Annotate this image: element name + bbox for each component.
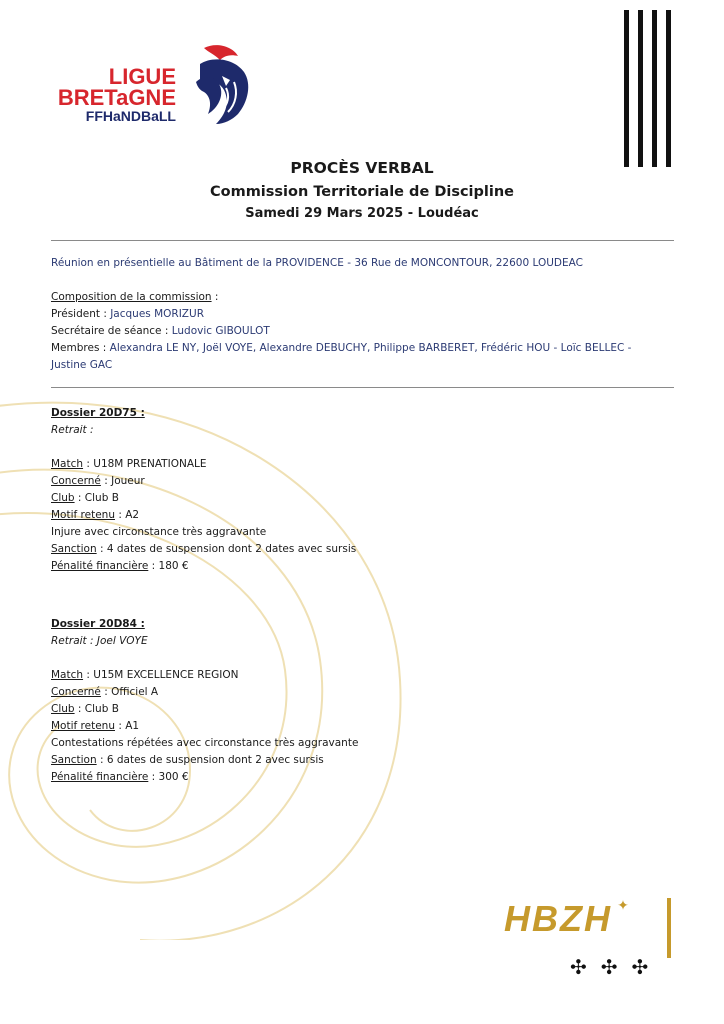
- membres-list-cont: Justine GAC: [51, 359, 113, 371]
- president-label: Président :: [51, 308, 111, 320]
- dossier-title: Dossier 20D84 :: [51, 618, 145, 630]
- concerne-value: : Joueur: [100, 475, 145, 487]
- black-stripes-decoration: [624, 10, 674, 170]
- dossier-retrait: Retrait : Joel VOYE: [51, 635, 148, 647]
- club-label: Club: [51, 492, 75, 504]
- sanction-label: Sanction: [51, 754, 97, 766]
- ermine-icons: [570, 955, 662, 979]
- motif-label: Motif retenu: [51, 720, 115, 732]
- concerne-value: : Officiel A: [100, 686, 159, 698]
- penalite-value: : 300 €: [148, 771, 189, 783]
- doc-subtitle: Commission Territoriale de Discipline: [209, 184, 515, 200]
- infraction-description: Injure avec circonstance très aggravante: [51, 526, 267, 538]
- concerne-label: Concerné: [51, 475, 101, 487]
- divider-middle: [51, 387, 674, 388]
- gold-bar-decoration: [667, 898, 671, 958]
- logo-line-ligue: LIGUE: [108, 64, 176, 89]
- club-value: : Club B: [74, 703, 119, 715]
- logo-text: [40, 66, 176, 124]
- dossier-title: Dossier 20D75 :: [51, 407, 145, 419]
- penalite-value: : 180 €: [148, 560, 189, 572]
- document-heading: [0, 156, 724, 224]
- ermine-icon: ✣: [600, 955, 632, 979]
- motif-value: : A1: [114, 720, 140, 732]
- membres-label: Membres :: [51, 342, 110, 354]
- secretaire-name: Ludovic GIBOULOT: [171, 325, 270, 337]
- logo-line-ffhandball: FFHaNDBaLL: [85, 108, 176, 124]
- president-name: Jacques MORIZUR: [110, 308, 204, 320]
- doc-title: PROCÈS VERBAL: [290, 159, 434, 177]
- sanction-value: : 4 dates de suspension dont 2 dates avec sursis: [96, 543, 357, 555]
- logo-line-bretagne: BRETaGNE: [57, 85, 176, 110]
- club-value: : Club B: [74, 492, 119, 504]
- sanction-value: : 6 dates de suspension dont 2 avec sursis: [96, 754, 324, 766]
- motif-label: Motif retenu: [51, 509, 115, 521]
- hbzh-logo: [504, 898, 629, 940]
- match-label: Match: [51, 458, 84, 470]
- commission-heading-suffix: :: [211, 291, 219, 303]
- concerne-label: Concerné: [51, 686, 101, 698]
- penalite-label: Pénalité financière: [51, 771, 149, 783]
- hbzh-logo-text: HBZH: [504, 898, 612, 939]
- divider-top: [51, 240, 674, 241]
- secretaire-label: Secrétaire de séance :: [51, 325, 172, 337]
- dossier-1: [51, 405, 356, 575]
- ermine-icon: ✣: [631, 955, 663, 979]
- rooster-logo-icon: [186, 42, 266, 132]
- commission-composition: [51, 289, 631, 374]
- ermine-icon: ✣: [570, 955, 601, 979]
- sanction-label: Sanction: [51, 543, 97, 555]
- infraction-description: Contestations répétées avec circonstance très aggravante: [51, 737, 359, 749]
- dossier-retrait: Retrait :: [51, 424, 94, 436]
- match-value: : U15M EXCELLENCE REGION: [83, 669, 239, 681]
- match-label: Match: [51, 669, 84, 681]
- match-value: : U18M PRENATIONALE: [83, 458, 207, 470]
- doc-date: Samedi 29 Mars 2025 - Loudéac: [245, 206, 479, 221]
- motif-value: : A2: [114, 509, 140, 521]
- membres-list: Alexandra LE NY, Joël VOYE, Alexandre DEBUCHY, Philippe BARBERET, Frédéric HOU - Loïc BELLEC -: [109, 342, 632, 354]
- commission-heading: Composition de la commission: [51, 291, 212, 303]
- club-label: Club: [51, 703, 75, 715]
- ligue-bretagne-logo: [40, 42, 270, 132]
- star-icon: ✦: [617, 898, 629, 914]
- dossier-2: [51, 616, 358, 786]
- reunion-info: Réunion en présentielle au Bâtiment de la PROVIDENCE - 36 Rue de MONCONTOUR, 22600 LOUDEAC: [51, 257, 583, 269]
- penalite-label: Pénalité financière: [51, 560, 149, 572]
